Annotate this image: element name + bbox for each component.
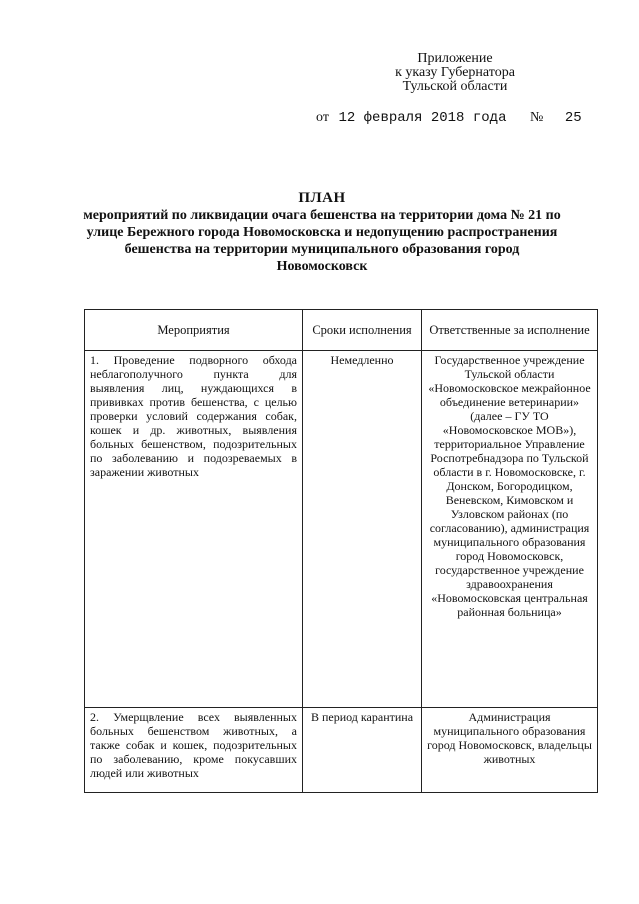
- plan-table: [84, 309, 598, 793]
- table-header-row: [85, 310, 598, 351]
- appendix-line-1: Приложение: [417, 51, 493, 66]
- header-responsible: Ответственные за исполнение: [422, 310, 598, 351]
- responsible-cell: Государственное учреждение Тульской области «Новомосковское межрайонное объединение ветеринарии» (далее – ГУ ТО «Новомосковское МОВ»), территориальное Управление Роспотребнадзора по Тульской области в г. Новомосковске, г. Донском, Богородицком, Веневском, Кимовском и Узловском районах (по согласованию), администрация муниципального образования город Новомосковск, государственное учреждение здравоохранения «Новомосковская центральная районная больница»: [422, 351, 598, 708]
- header-measures: Мероприятия: [85, 310, 303, 351]
- plan-subheading: мероприятий по ликвидации очага бешенства на территории дома № 21 по улице Бережного города Новомосковска и недопущению распространения бешенства на территории муниципального образования город Новомосковск: [83, 208, 561, 274]
- appendix-line-3: Тульской области: [402, 79, 508, 94]
- table-row: [85, 351, 598, 708]
- deadline-cell: В период карантина: [303, 708, 422, 793]
- decree-prefix: от: [316, 110, 329, 125]
- measure-cell: 1. Проведение подворного обхода неблагополучного пункта для выявления лиц, нуждающихся в прививках против бешенства, с целью проверки условий содержания собак, кошек и др. животных, выявления больных бешенством, подозрительных по заболеванию и подозреваемых в заражении животных: [85, 351, 303, 708]
- responsible-cell: Администрация муниципального образования город Новомосковск, владельцы животных: [422, 708, 598, 793]
- table-row: [85, 708, 598, 793]
- measure-cell: 2. Умерщвление всех выявленных больных бешенством животных, а также собак и кошек, подозрительных по заболеванию, кроме покусавших людей или животных: [85, 708, 303, 793]
- decree-number-sign: №: [529, 110, 544, 125]
- decree-number: 25: [564, 110, 582, 126]
- decree-reference: [316, 110, 582, 126]
- appendix-header: [370, 52, 540, 94]
- header-deadline: Сроки исполнения: [303, 310, 422, 351]
- document-title: [82, 190, 562, 275]
- plan-heading: ПЛАН: [298, 190, 346, 206]
- appendix-line-2: к указу Губернатора: [395, 65, 515, 80]
- deadline-cell: Немедленно: [303, 351, 422, 708]
- decree-date: 12 февраля 2018 года: [338, 110, 507, 126]
